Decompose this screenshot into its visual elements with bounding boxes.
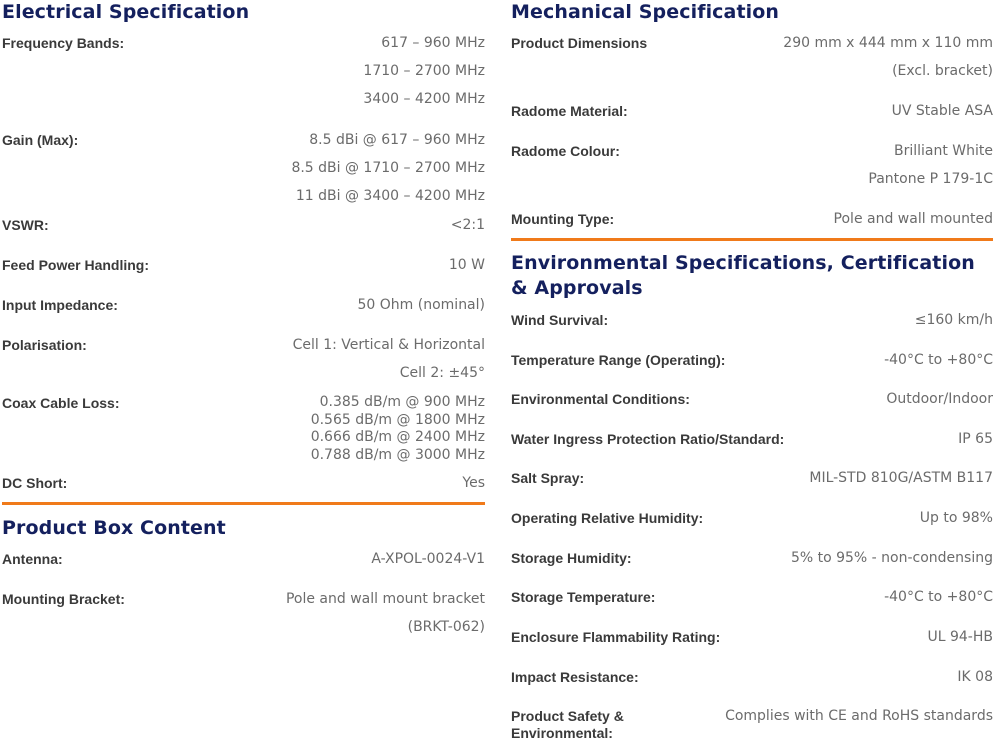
spec-value: 0.385 dB/m @ 900 MHz xyxy=(319,394,485,410)
spec-value: 0.565 dB/m @ 1800 MHz xyxy=(310,411,485,428)
spec-label: Coax Cable Loss: xyxy=(2,395,120,411)
spec-row-mounting-type xyxy=(511,205,993,233)
spec-label: Radome Material: xyxy=(511,103,628,119)
spec-value: ≤160 km/h xyxy=(914,312,993,328)
spec-row-environmental-conditions xyxy=(511,385,993,413)
spec-row-product-dimensions xyxy=(511,29,993,85)
environmental-spec-title: Environmental Specifications, Certification & Approvals xyxy=(511,252,975,299)
spec-value: Pantone P 179-1C xyxy=(868,171,993,187)
spec-row-feed-power xyxy=(2,251,485,279)
spec-label: Gain (Max): xyxy=(2,132,79,148)
section-divider xyxy=(511,238,993,241)
spec-value: 1710 – 2700 MHz xyxy=(363,63,485,79)
spec-row-antenna xyxy=(2,545,485,573)
spec-row-water-ingress xyxy=(511,425,993,453)
spec-value: Complies with CE and RoHS standards xyxy=(725,708,993,724)
spec-row-wind-survival xyxy=(511,306,993,334)
spec-value: 50 Ohm (nominal) xyxy=(357,297,485,313)
spec-row-gain xyxy=(2,126,485,210)
spec-value: 8.5 dBi @ 1710 – 2700 MHz xyxy=(291,160,485,176)
spec-value: IK 08 xyxy=(957,669,993,685)
spec-label: DC Short: xyxy=(2,475,68,491)
spec-row-mounting-bracket xyxy=(2,585,485,641)
spec-label: Enclosure Flammability Rating: xyxy=(511,629,721,645)
spec-label: Antenna: xyxy=(2,551,63,567)
spec-value: Pole and wall mounted xyxy=(833,211,993,227)
spec-row-polarisation xyxy=(2,331,485,387)
spec-label: Input Impedance: xyxy=(2,297,118,313)
box-content-title: Product Box Content xyxy=(2,517,226,539)
spec-row-storage-temperature xyxy=(511,583,993,611)
spec-row-frequency-bands xyxy=(2,29,485,113)
spec-value: 617 – 960 MHz xyxy=(381,35,485,51)
spec-value: Cell 2: ±45° xyxy=(399,365,485,381)
spec-value: (Excl. bracket) xyxy=(892,63,993,79)
spec-label: Wind Survival: xyxy=(511,312,609,328)
spec-row-vswr xyxy=(2,211,485,239)
spec-label: VSWR: xyxy=(2,217,49,233)
spec-label: Radome Colour: xyxy=(511,143,620,159)
spec-label: Salt Spray: xyxy=(511,470,585,486)
spec-value: 8.5 dBi @ 617 – 960 MHz xyxy=(309,132,485,148)
spec-value: (BRKT-062) xyxy=(407,619,485,635)
spec-row-input-impedance xyxy=(2,291,485,319)
spec-row-dc-short xyxy=(2,469,485,497)
spec-value: A-XPOL-0024-V1 xyxy=(371,551,485,567)
spec-label: Product Dimensions xyxy=(511,35,648,51)
spec-row-impact-resistance xyxy=(511,663,993,691)
spec-value: -40°C to +80°C xyxy=(884,589,993,605)
spec-row-product-safety xyxy=(511,702,993,741)
spec-label: Frequency Bands: xyxy=(2,35,125,51)
spec-label: Product Safety & Environmental: xyxy=(511,708,624,741)
spec-value: 10 W xyxy=(448,257,485,273)
spec-label: Operating Relative Humidity: xyxy=(511,510,704,526)
mechanical-spec-title: Mechanical Specification xyxy=(511,1,780,23)
spec-label: Temperature Range (Operating): xyxy=(511,352,726,368)
spec-label: Environmental Conditions: xyxy=(511,391,690,407)
spec-value: 11 dBi @ 3400 – 4200 MHz xyxy=(295,188,485,204)
spec-value: 0.666 dB/m @ 2400 MHz xyxy=(310,429,485,446)
spec-values xyxy=(2,211,485,239)
spec-row-salt-spray xyxy=(511,464,993,492)
spec-label: Mounting Type: xyxy=(511,211,615,227)
spec-value: 290 mm x 444 mm x 110 mm xyxy=(783,35,993,51)
spec-label: Polarisation: xyxy=(2,337,87,353)
spec-value: 0.788 dB/m @ 3000 MHz xyxy=(310,446,485,463)
spec-value: Pole and wall mount bracket xyxy=(285,591,485,607)
section-divider xyxy=(2,502,485,505)
spec-values xyxy=(2,545,485,573)
spec-value: Yes xyxy=(462,475,485,491)
spec-value: Brilliant White xyxy=(893,143,993,159)
spec-value: Cell 1: Vertical & Horizontal xyxy=(292,337,485,353)
spec-value: Up to 98% xyxy=(919,510,993,526)
spec-label: Feed Power Handling: xyxy=(2,257,150,273)
spec-value: 3400 – 4200 MHz xyxy=(363,91,485,107)
spec-row-flammability-rating xyxy=(511,623,993,651)
spec-values xyxy=(2,469,485,497)
spec-value: Outdoor/Indoor xyxy=(886,391,993,407)
electrical-spec-title: Electrical Specification xyxy=(2,1,250,23)
spec-value: UV Stable ASA xyxy=(891,103,993,119)
spec-value: MIL-STD 810G/ASTM B117 xyxy=(809,470,993,486)
spec-value: UL 94-HB xyxy=(927,629,993,645)
spec-row-coax-cable-loss xyxy=(2,394,485,464)
spec-value: <2:1 xyxy=(450,217,485,233)
spec-label: Storage Temperature: xyxy=(511,589,656,605)
spec-row-radome-colour xyxy=(511,137,993,193)
spec-row-storage-humidity xyxy=(511,544,993,572)
spec-label: Water Ingress Protection Ratio/Standard: xyxy=(511,431,785,447)
spec-label: Mounting Bracket: xyxy=(2,591,125,607)
spec-value: IP 65 xyxy=(958,431,993,447)
spec-row-radome-material xyxy=(511,97,993,125)
spec-row-operating-humidity xyxy=(511,504,993,532)
spec-label: Impact Resistance: xyxy=(511,669,639,685)
spec-value: 5% to 95% - non-condensing xyxy=(790,550,993,566)
spec-label: Storage Humidity: xyxy=(511,550,632,566)
spec-value: -40°C to +80°C xyxy=(884,352,993,368)
spec-row-temperature-range xyxy=(511,346,993,374)
